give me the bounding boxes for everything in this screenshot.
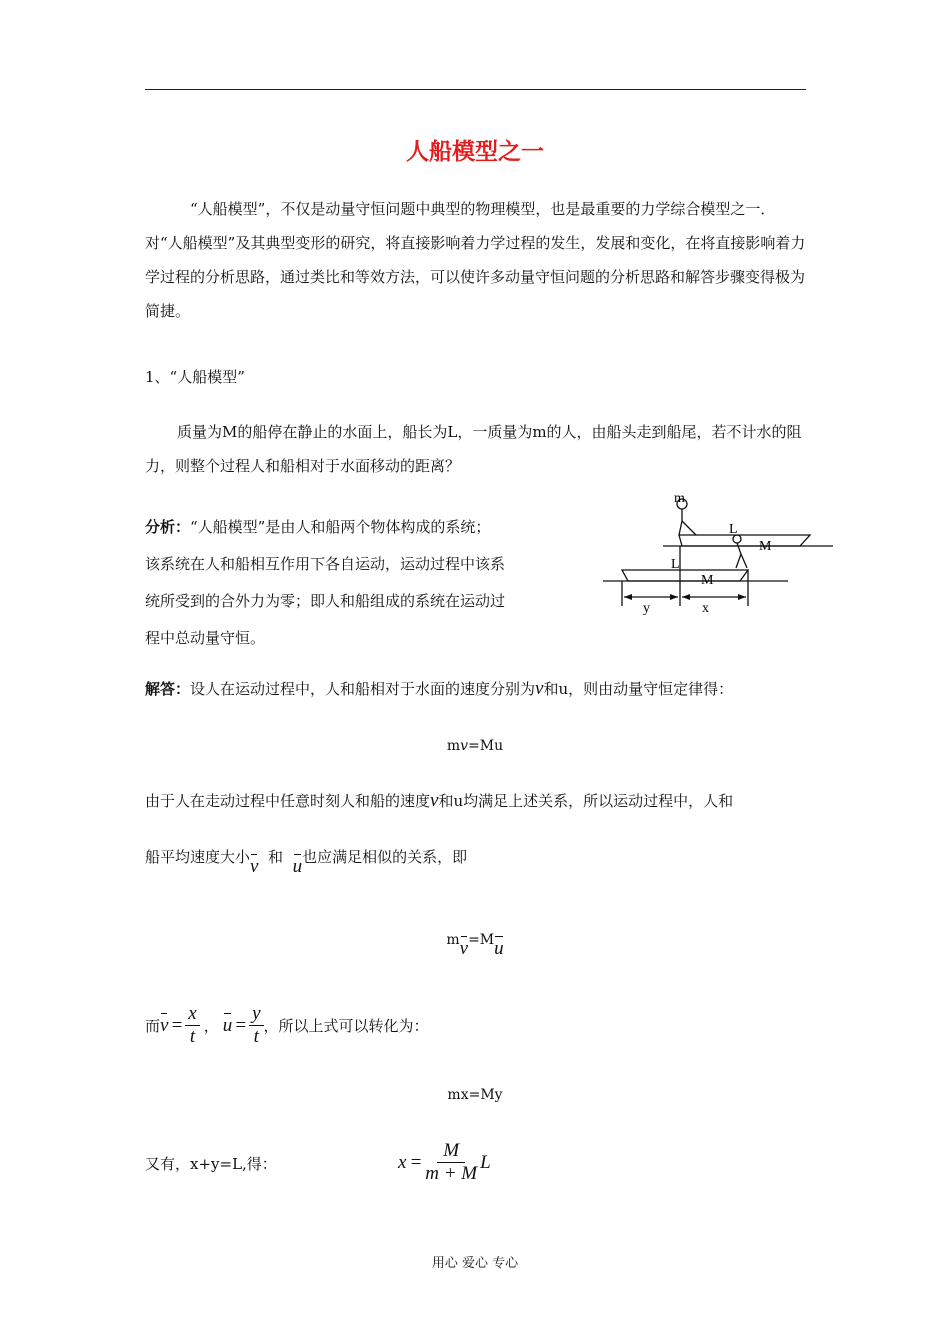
eq-term: m (446, 932, 460, 948)
numerator: y (249, 1003, 263, 1026)
analysis-line: 程中总动量守恒。 (145, 629, 266, 647)
text-span: 和u均满足上述关系，所以运动过程中，人和 (438, 792, 734, 810)
solution-label: 解答： (145, 680, 191, 698)
eq-term: =Mu (468, 738, 504, 754)
text-span: 而 (145, 1017, 161, 1035)
body-line: 又有，x+y=L,得： (145, 1155, 277, 1173)
solution-line (145, 678, 733, 700)
text-span: 和 (268, 848, 284, 866)
label-L-top: L (729, 522, 738, 537)
label-x: x (702, 601, 709, 616)
problem-paragraph: 质量为M的船停在静止的水面上，船长为L，一质量为m的人，由船头走到船尾，若不计水的阻力，则整个过程人和船相对于水面移动的距离？ (145, 423, 802, 475)
numerator: M (437, 1140, 465, 1163)
avg-velocity-u: u (494, 938, 504, 959)
equation-displacement: mx=My (447, 1087, 503, 1103)
numerator: x (185, 1003, 199, 1026)
eq-term: L (480, 1151, 491, 1173)
body-line (145, 790, 733, 812)
velocity-v: v (430, 790, 439, 811)
eq-term: =M (468, 932, 495, 948)
boat-diagram (595, 488, 840, 618)
eq-term: x (398, 1151, 407, 1173)
fraction-y-over-t (249, 1003, 263, 1048)
eq-term: v (460, 738, 469, 754)
analysis-label: 分析： (145, 518, 191, 536)
analysis-line: 该系统在人和船相互作用下各自运动，运动过程中该系 (145, 555, 506, 573)
label-M-top: M (759, 539, 772, 554)
label-L-bottom: L (671, 557, 680, 572)
page-footer: 用心 爱心 专心 (431, 1256, 519, 1271)
denominator: t (253, 1026, 259, 1047)
text-span: ，所以上式可以转化为： (263, 1017, 429, 1035)
analysis-block (145, 509, 565, 657)
fraction-M-over-m-plus-M (425, 1140, 477, 1185)
velocity-v: v (535, 678, 544, 699)
solution-text: 设人在运动过程中，人和船相对于水面的速度分别为 (190, 680, 536, 698)
equation-substitution: 而 v = $\frac{x}{t}$ ， u = $\frac{y}{t}$ ，所以上式可以转化为： (145, 1003, 429, 1047)
page-title: 人船模型之一 (406, 138, 544, 165)
avg-velocity-v: v (459, 938, 469, 959)
denominator: m + M (425, 1163, 478, 1184)
denominator: t (189, 1026, 196, 1047)
text-span: 船平均速度大小 (145, 848, 251, 866)
avg-velocity-u: u (222, 1014, 233, 1036)
eq-term: m (446, 738, 461, 754)
boat-upper (679, 535, 810, 546)
equation-result: x = $\frac{M}{m + M}$ L (398, 1140, 491, 1184)
boat-lower (622, 570, 748, 581)
avg-velocity-v: v (250, 856, 259, 877)
equation-momentum (0, 738, 950, 754)
text-span: ， (203, 1017, 219, 1035)
label-m: m (674, 491, 685, 506)
equation-average (0, 928, 950, 959)
text-span: 也应满足相似的关系，即 (302, 848, 468, 866)
fraction-x-over-t (185, 1003, 199, 1048)
label-y: y (643, 601, 650, 616)
header-rule (145, 89, 806, 90)
avg-velocity-v: v (160, 1014, 169, 1036)
text-span: 由于人在走动过程中任意时刻人和船的速度 (145, 792, 431, 810)
avg-velocity-u: u (292, 856, 303, 877)
solution-text: 和u，则由动量守恒定律得： (543, 680, 734, 698)
body-line (145, 846, 468, 877)
section-heading: 1、“人船模型” (145, 368, 245, 386)
analysis-line: 统所受到的合外力为零；即人和船组成的系统在运动过 (145, 592, 506, 610)
analysis-line: “人船模型”是由人和船两个物体构成的系统； (190, 518, 491, 536)
intro-paragraph: “人船模型”，不仅是动量守恒问题中典型的物理模型，也是最重要的力学综合模型之一．对“人船模型”及其典型变形的研究，将直接影响着力学过程的发生，发展和变化，在将直接影响着力学过程的分析思路，通过类比和等效方法，可以使许多动量守恒问题的分析思路和解答步骤变得极为简捷。 (145, 200, 806, 320)
label-M-bottom: M (701, 573, 714, 588)
